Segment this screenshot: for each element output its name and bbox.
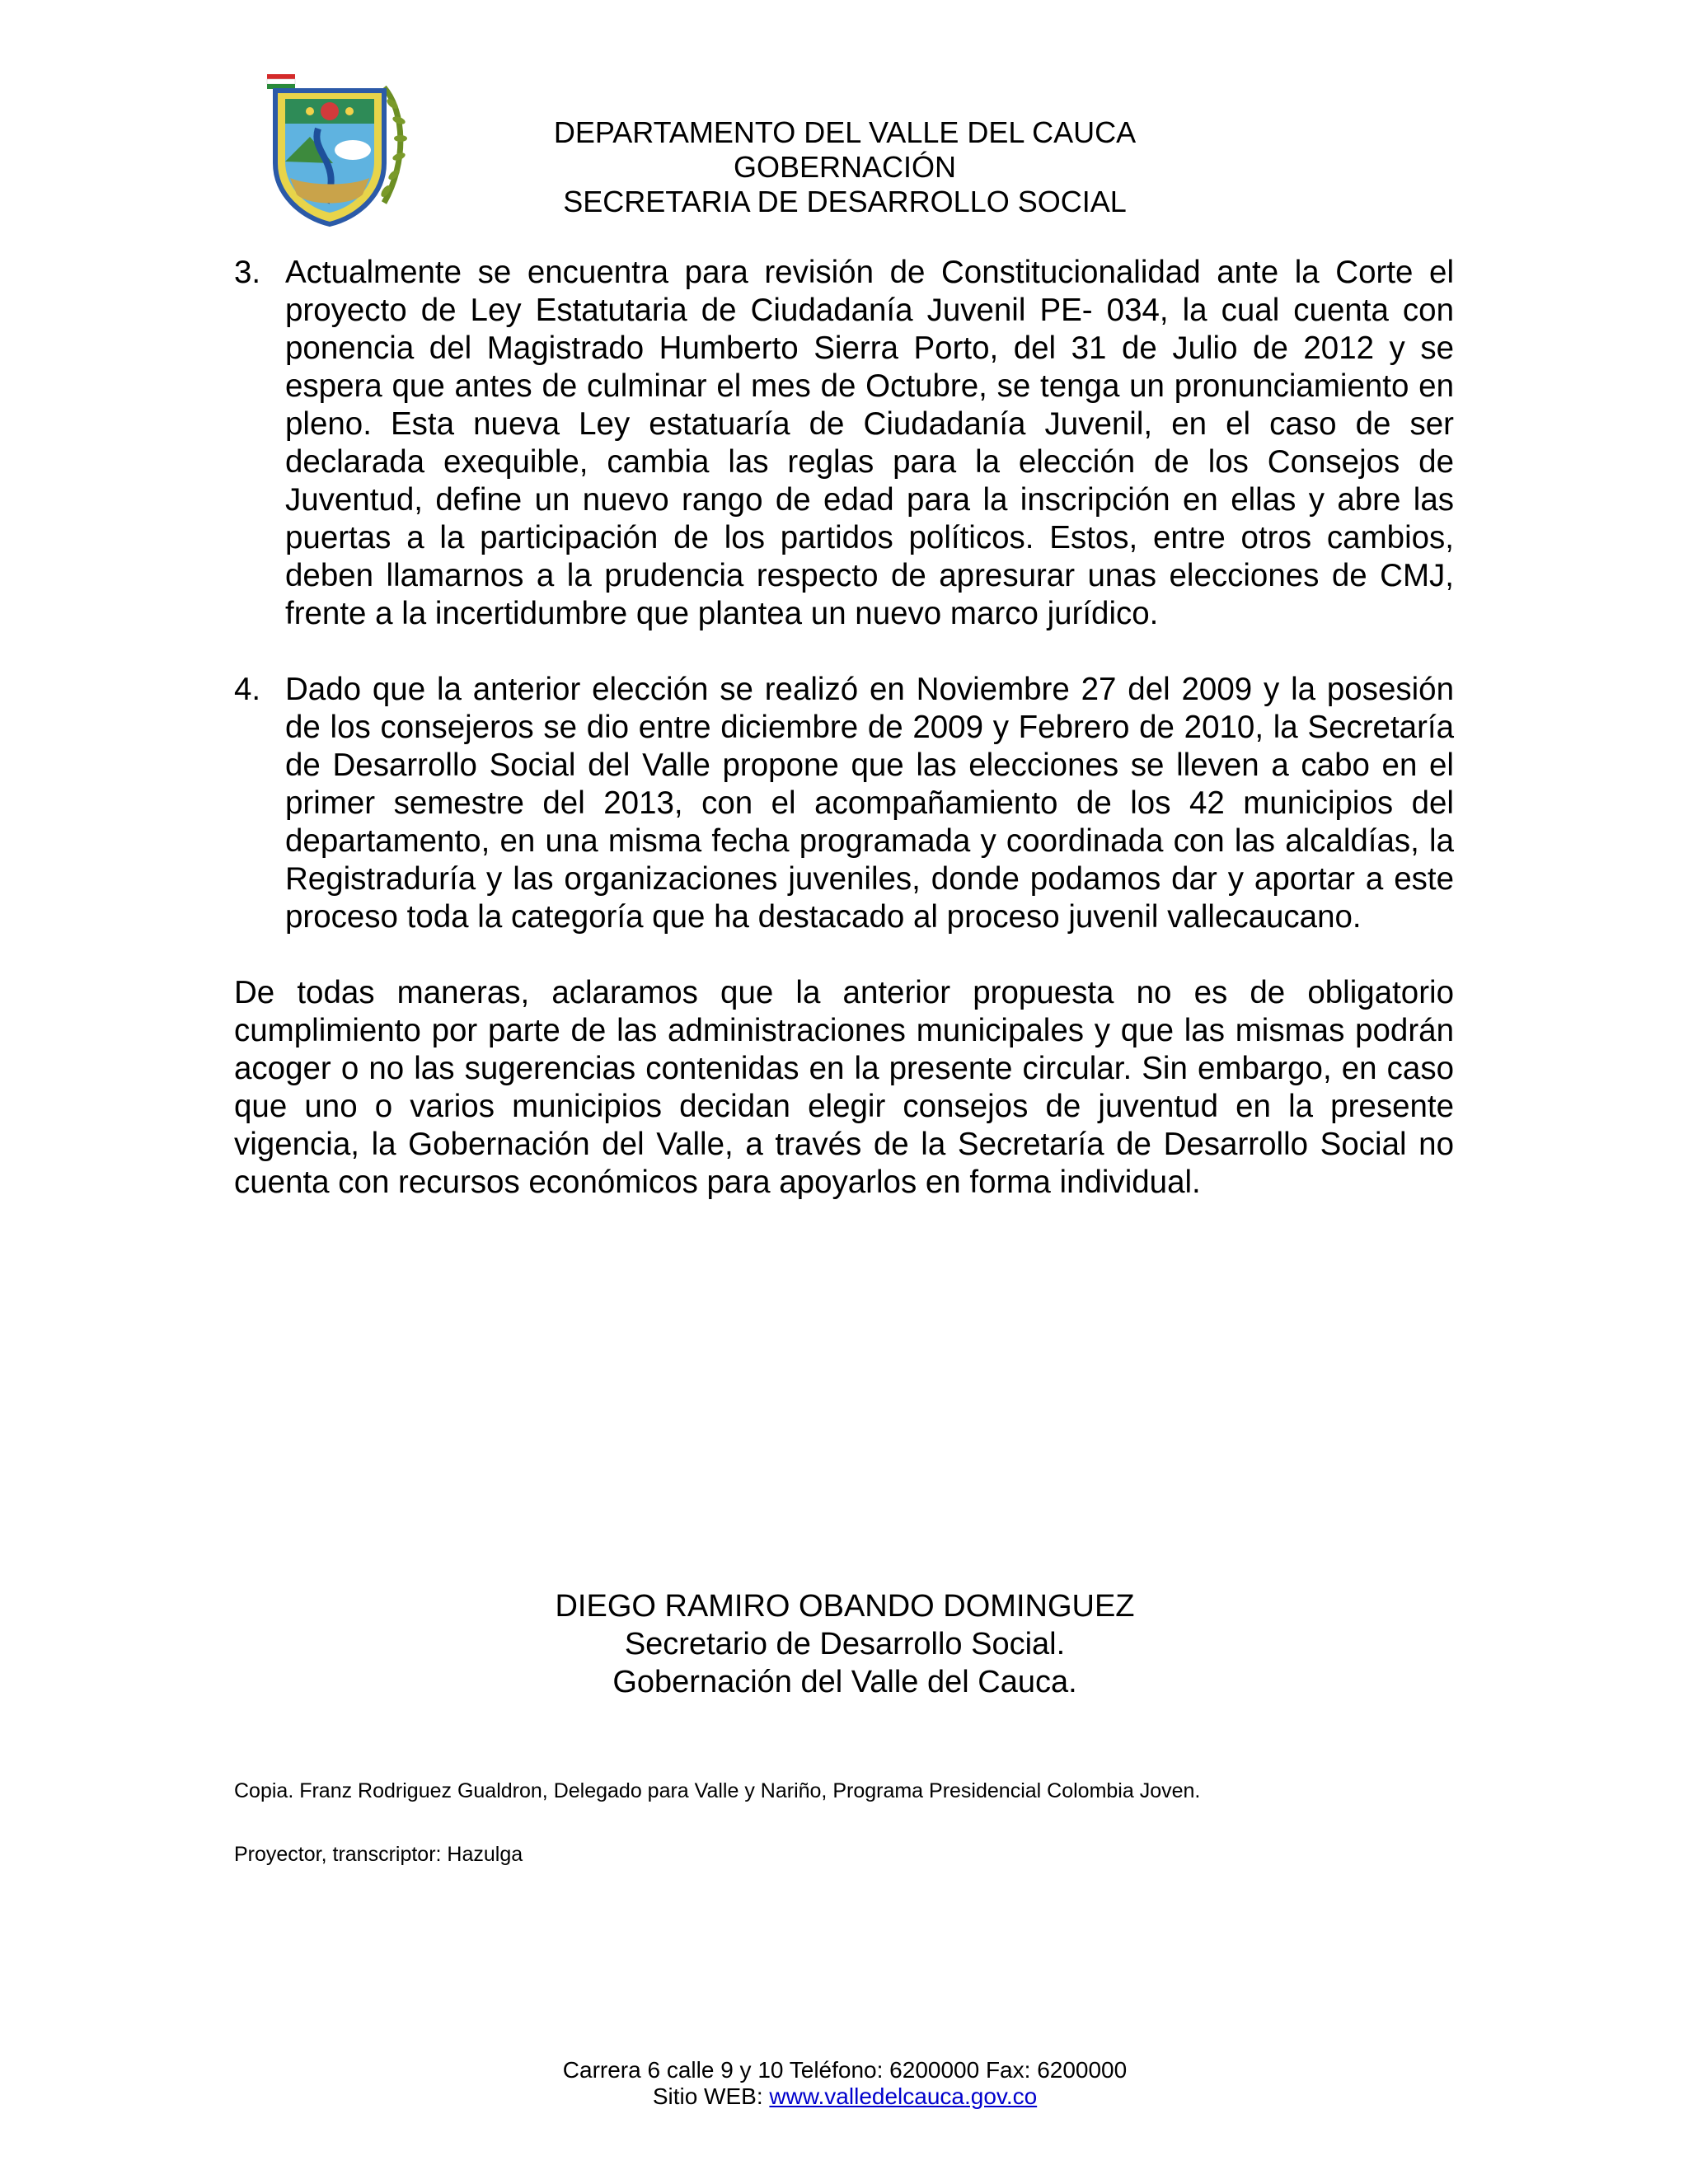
paragraph-number: 3. bbox=[234, 255, 261, 290]
secretariat-name: SECRETARIA DE DESARROLLO SOCIAL bbox=[563, 185, 1127, 218]
signer-name: DIEGO RAMIRO OBANDO DOMINGUEZ bbox=[555, 1589, 1135, 1624]
paragraph-text: Actualmente se encuentra para revisión de Constitucionalidad ante la Corte el proyecto de Ley Estatutaria de Ciudadanía Juvenil PE- 034, la cual cuenta con ponencia del Magistrado Humberto Sierra Porto, del 31 de Julio de 2012 y se espera que antes de culminar el mes de Octubre, se tenga un pronunciamiento en pleno. Esta nueva Ley estatuaría de Ciudadanía Juvenil, en el caso de ser declarada exequible, cambia las reglas para la elección de los Consejos de Juventud, define un nuevo rango de edad para la inscripción en ellas y abre las puertas a la participación de los partidos políticos. Estos, entre otros cambios, deben llamarnos a la prudencia respecto de apresurar unas elecciones de CMJ, frente a la incertidumbre que plantea un nuevo marco jurídico. bbox=[285, 255, 1454, 631]
document-body bbox=[234, 254, 1454, 1202]
closing-paragraph: De todas maneras, aclaramos que la anterior propuesta no es de obligatorio cumplimiento por parte de las administraciones municipales y que las mismas podrán acoger o no las sugerencias contenidas en la presente circular. Sin embargo, en caso que uno o varios municipios decidan elegir consejos de juventud en la presente vigencia, la Gobernación del Valle, a través de la Secretaría de Desarrollo Social no cuenta con recursos económicos para apoyarlos en forma individual. bbox=[234, 975, 1454, 1200]
numbered-paragraph bbox=[234, 671, 1454, 936]
valle-del-cauca-coat-of-arms-icon bbox=[260, 71, 410, 227]
signature-block bbox=[462, 1587, 1228, 1701]
copy-note: Copia. Franz Rodriguez Gualdron, Delegado para Valle y Nariño, Programa Presidencial Colombia Joven. bbox=[234, 1779, 1201, 1802]
footer-web bbox=[462, 2083, 1228, 2110]
signer-organization: Gobernación del Valle del Cauca. bbox=[612, 1665, 1077, 1699]
paragraph-text: Dado que la anterior elección se realizó en Noviembre 27 del 2009 y la posesión de los consejeros se dio entre diciembre de 2009 y Febrero de 2010, la Secretaría de Desarrollo Social del Valle propone que las elecciones se lleven a cabo en el primer semestre del 2013, con el acompañamiento de los 42 municipios del departamento, en una misma fecha programada y coordinada con las alcaldías, la Registraduría y las organizaciones juveniles, donde podamos dar y aportar a este proceso toda la categoría que ha destacado al proceso juvenil vallecaucano. bbox=[285, 672, 1454, 935]
department-name: DEPARTAMENTO DEL VALLE DEL CAUCA bbox=[553, 115, 1137, 149]
signer-title: Secretario de Desarrollo Social. bbox=[624, 1627, 1066, 1661]
numbered-paragraph bbox=[234, 254, 1454, 633]
projector-note: Proyector, transcriptor: Hazulga bbox=[234, 1843, 523, 1866]
footer-address: Carrera 6 calle 9 y 10 Teléfono: 6200000 Fax: 6200000 bbox=[562, 2057, 1128, 2083]
paragraph-number: 4. bbox=[234, 672, 261, 707]
website-link[interactable]: www.valledelcauca.gov.co bbox=[769, 2083, 1038, 2109]
letterhead bbox=[462, 115, 1228, 219]
footer bbox=[462, 2057, 1228, 2110]
footer-web-label: Sitio WEB: bbox=[652, 2083, 763, 2109]
government-name: GOBERNACIÓN bbox=[733, 150, 957, 184]
